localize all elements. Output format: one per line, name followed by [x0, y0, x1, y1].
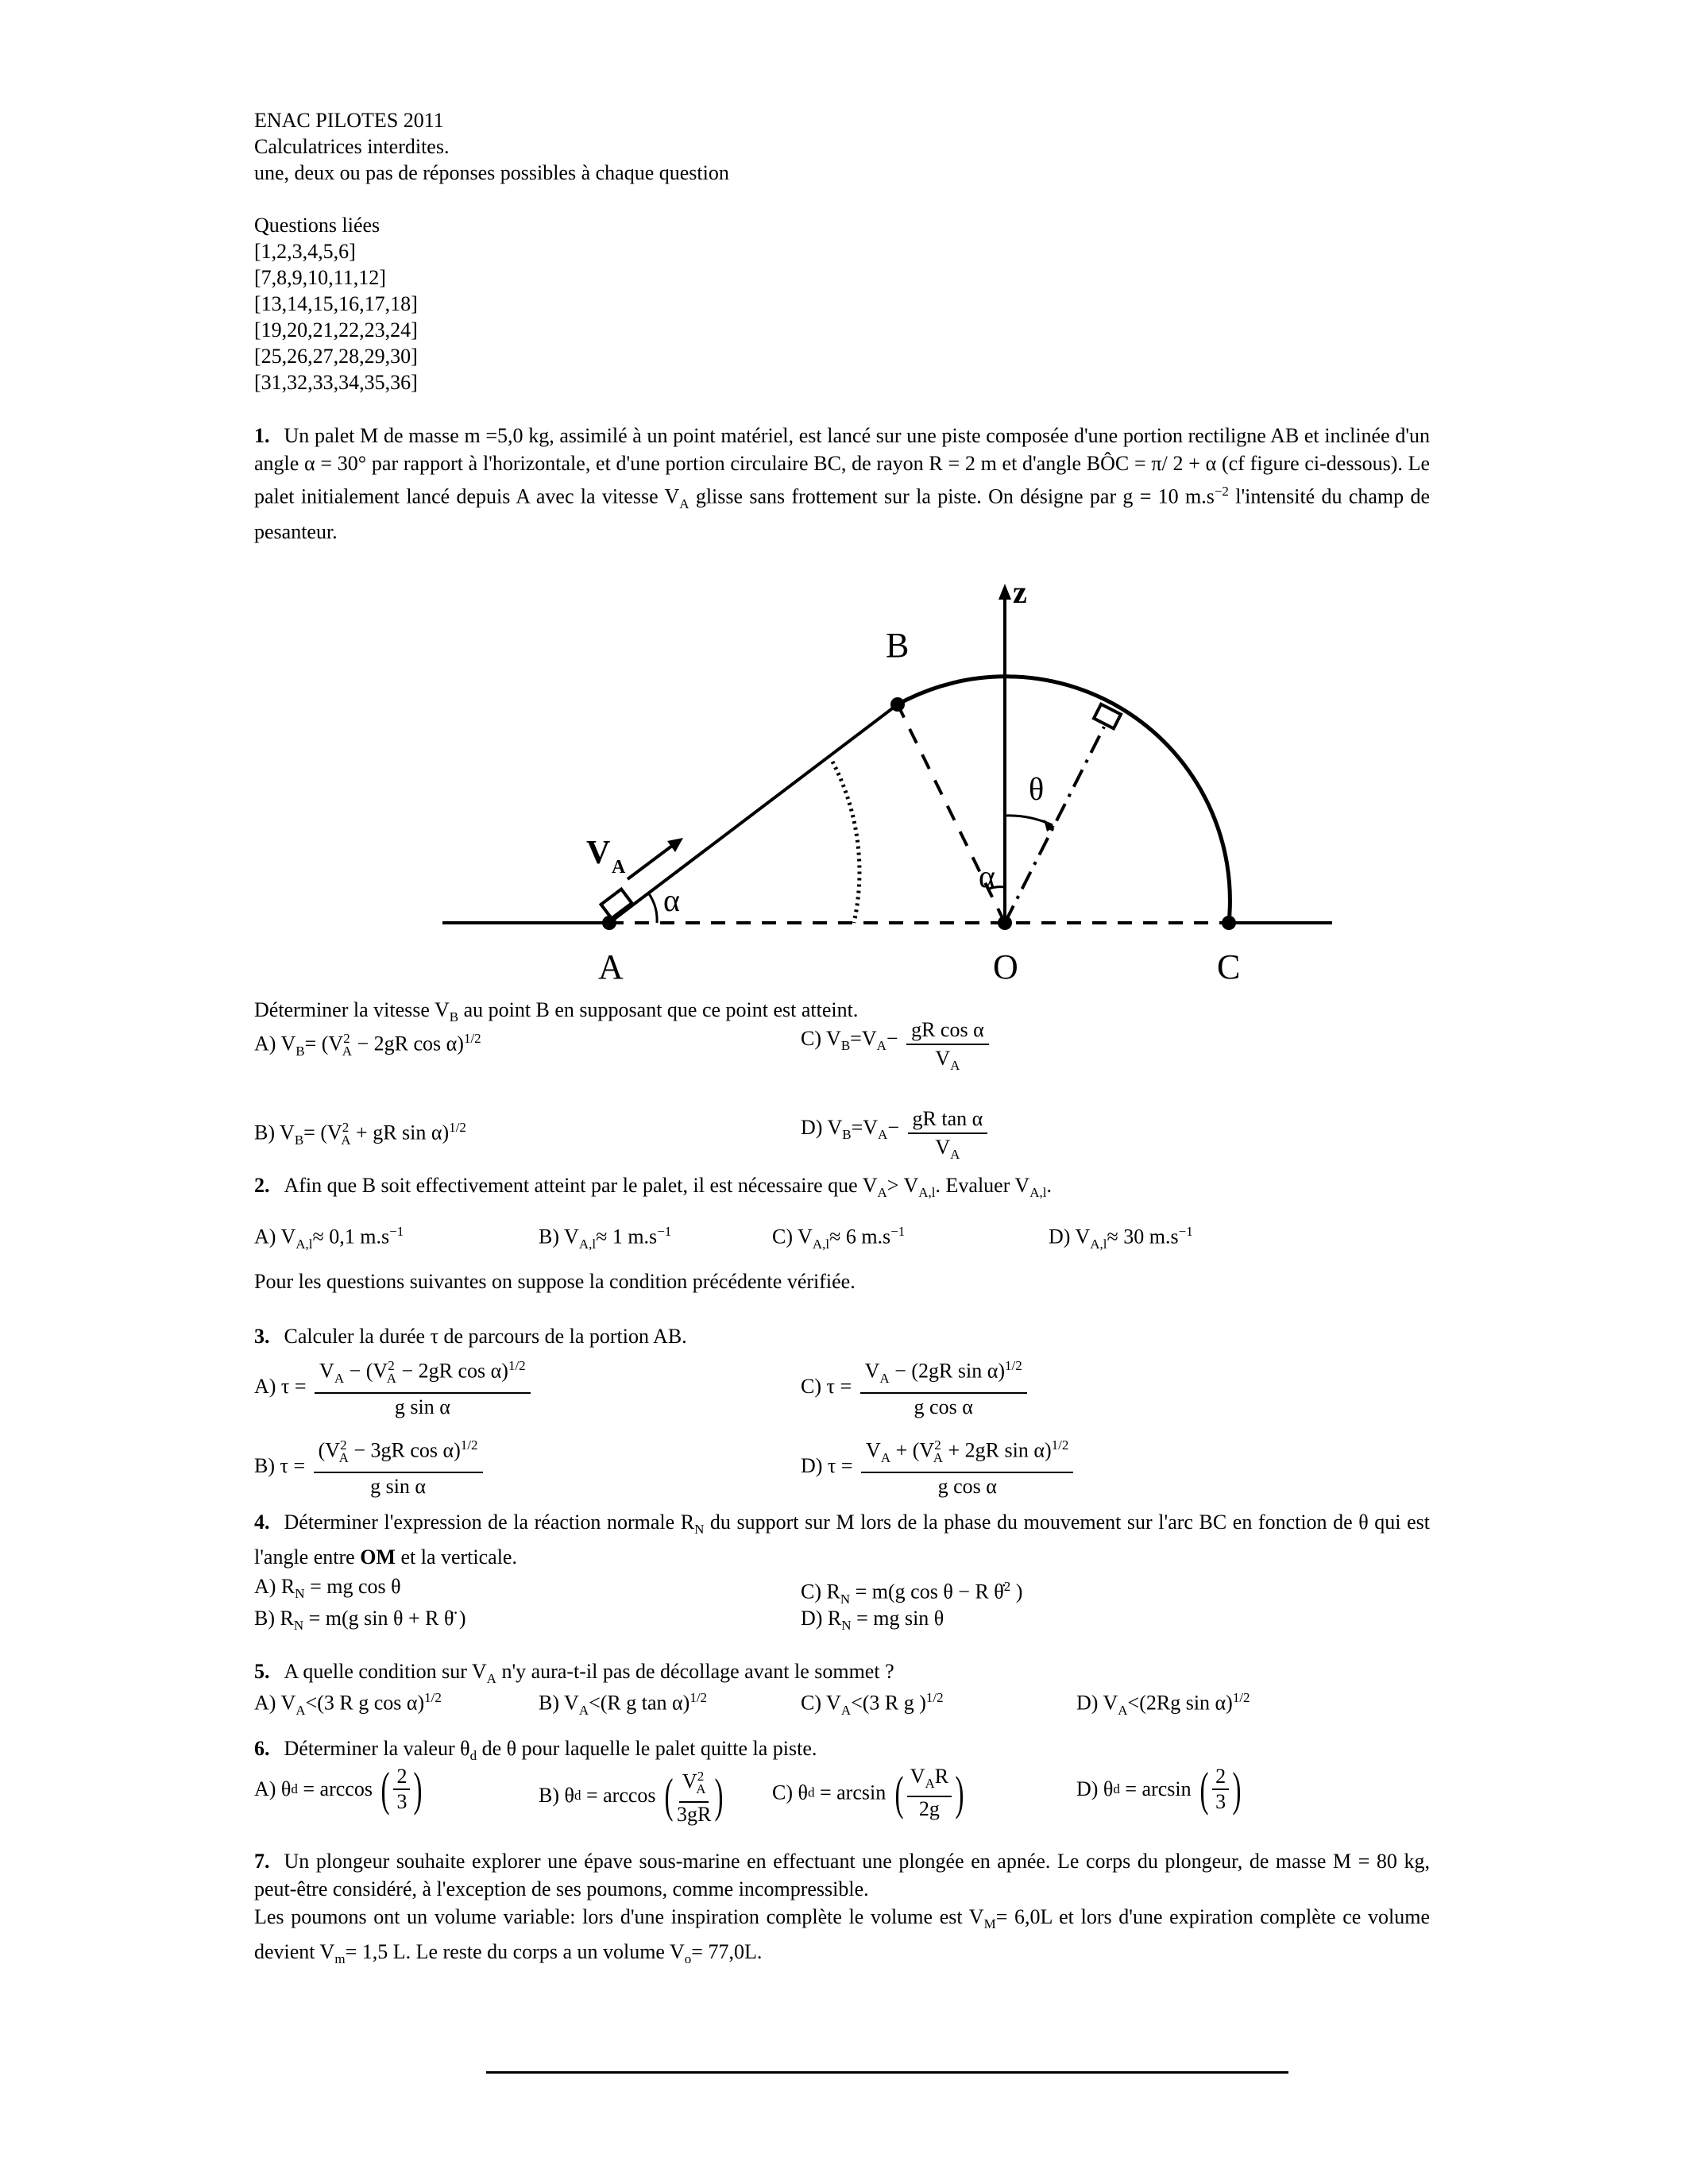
- q5-answer-A[interactable]: A) $V_A<(3$ R g cos α)$^{1/2}$: [254, 1690, 442, 1718]
- question-2-statement: 2. Afin que B soit effectivement atteint par le palet, il est nécessaire que $V_A> V_{A,l}$. Evaluer $V_{A,l}$.: [254, 1173, 1052, 1201]
- q2-answer-B[interactable]: B) $V_{A,l}\approx 1$ $m.s^{-1}$: [539, 1223, 672, 1252]
- label-B: B: [886, 625, 910, 665]
- q3-answer-C[interactable]: C) τ = $\frac{V_A - (2gR \sin \alpha)^{1/2}}{\text{g cos α}}$: [801, 1354, 1030, 1419]
- q4-answers-row-1: [254, 1571, 1430, 1607]
- linked-group: [1,2,3,4,5,6]: [254, 240, 356, 263]
- q3-answer-B[interactable]: B) τ = $\frac{(V^2_A - 3gR \cos \alpha)^{1/2}}{\text{g sin α}}$: [254, 1433, 486, 1499]
- q6-answers: [254, 1761, 1430, 1833]
- radius-OM: [1005, 727, 1104, 923]
- q4-answer-A[interactable]: A) $R_N$ = mg cos θ: [254, 1575, 401, 1602]
- point-A: [602, 916, 616, 930]
- dotted-arc: [832, 762, 859, 923]
- q1-answers-row-1: [254, 1017, 1430, 1090]
- incline-AB: [609, 704, 898, 923]
- linked-group: [25,26,27,28,29,30]: [254, 345, 418, 368]
- question-4-statement: 4. Déterminer l'expression de la réaction normale $R_N$ du support sur M lors de la phase du mouvement sur l'arc BC en fonction de θ qui est l'angle entre OM et la verticale.: [254, 1510, 1430, 1569]
- q1-answer-D[interactable]: D) $V_B=V_A-$ $\frac{\text{gR tan α}}{V_A}$: [801, 1112, 991, 1167]
- question-1-statement: 1. Un palet M de masse m =5,0 kg, assimilé à un point matériel, est lancé sur une piste composée d'une portion rectiligne AB et inclinée d'un angle α = 30° par rapport à l'horizontale, et d'une portion circulaire BC, de rayon R = 2 m et d'angle BÔC = π/ 2 + α (cf figure ci-dessous). Le palet initialement lancé depuis A avec la vitesse $V_A$ glisse sans frottement sur la piste. On désigne par g = 10 $m.s^{-2}$ l'intensité du champ de pesanteur.: [254, 424, 1431, 543]
- instructions-calculators: Calculatrices interdites.: [254, 135, 450, 158]
- label-alpha-O: α: [979, 858, 995, 894]
- alpha-arc-A: [648, 893, 657, 923]
- label-A: A: [598, 947, 624, 986]
- linked-group: [19,20,21,22,23,24]: [254, 318, 418, 341]
- q6-answer-C[interactable]: C) θd = arcsin ( $V_AR$ 2g ): [772, 1765, 964, 1821]
- question-5-statement: 5. A quelle condition sur $V_A$ n'y aura-t-il pas de décollage avant le sommet ?: [254, 1660, 894, 1687]
- q6-answer-A[interactable]: A) θd = arccos ( 2 3 ): [254, 1763, 423, 1816]
- point-O: [998, 916, 1012, 930]
- q4-answer-B[interactable]: B) $R_N = m(g$ sin θ + R θ̈ ): [254, 1607, 466, 1634]
- question-3-statement: 3. Calculer la durée τ de parcours de la portion AB.: [254, 1324, 687, 1348]
- label-VA: V: [586, 834, 611, 871]
- label-theta: θ: [1029, 770, 1045, 807]
- question-6-statement: 6. Déterminer la valeur $\theta_d$ de θ pour laquelle le palet quitte la piste.: [254, 1737, 817, 1764]
- q5-answers: [254, 1684, 1430, 1718]
- linked-group: [13,14,15,16,17,18]: [254, 292, 418, 315]
- linked-group: [7,8,9,10,11,12]: [254, 266, 386, 289]
- point-C: [1222, 916, 1236, 930]
- q1-answers-row-2: [254, 1106, 1430, 1169]
- track-diagram: [254, 546, 1430, 990]
- puck-start: [601, 889, 632, 918]
- q3-answers-row-2: [254, 1429, 1430, 1508]
- exam-title: ENAC PILOTES 2011: [254, 109, 444, 132]
- q5-answer-D[interactable]: D) $V_A<(2Rg$ sin α)$^{1/2}$: [1076, 1690, 1250, 1718]
- q5-answer-B[interactable]: B) $V_A<(R$ g tan α)$^{1/2}$: [539, 1690, 708, 1718]
- question-number: 1.: [254, 424, 270, 447]
- label-O: O: [993, 947, 1018, 986]
- q2-answer-A[interactable]: A) $V_{A,l}\approx 0,1$ $m.s^{-1}$: [254, 1223, 404, 1252]
- section-divider: [486, 2071, 1288, 2074]
- question-7-statement: 7. Un plongeur souhaite explorer une épave sous-marine en effectuant une plongée en apnée. Le corps du plongeur, de masse M = 80 kg, peut-être considéré, à l'exception de ses poumons, comme incompressible. Les poumons ont un volume variable: lors d'une inspiration complète le volume est $V_M= 6,0L$ et lors d'une expiration complète ce volume devient $V_m= 1,5$ L. Le reste du corps a un volume $V_o= 77,0L$.: [254, 1850, 1430, 1967]
- q6-answer-D[interactable]: D) θd = arcsin ( 2 3 ): [1076, 1763, 1242, 1816]
- q4-answer-D[interactable]: D) $R_N$ = mg sin θ: [801, 1607, 944, 1634]
- label-C: C: [1217, 947, 1241, 986]
- q6-answer-B[interactable]: B) θd = arccos ( $V^2_A$ 3gR ): [539, 1765, 727, 1827]
- q4-answer-C[interactable]: C) $R_N = m(g$ cos θ − R θ̇$^2$ ): [801, 1579, 1023, 1607]
- q1-answer-C[interactable]: C) $V_B=V_A-$ $\frac{\text{gR cos α}}{V_A}$: [801, 1023, 992, 1078]
- point-B: [890, 697, 905, 712]
- label-alpha-A: α: [663, 882, 680, 918]
- linked-group: [31,32,33,34,35,36]: [254, 371, 418, 394]
- q3-answer-A[interactable]: A) τ = $\frac{V_A - (V^2_A - 2gR \cos \alpha)^{1/2}}{\text{g sin α}}$: [254, 1354, 534, 1419]
- velocity-arrow-icon: [667, 838, 683, 852]
- q2-answer-D[interactable]: D) $V_{A,l}\approx 30$ $m.s^{-1}$: [1049, 1223, 1193, 1252]
- arc-BC: [898, 677, 1230, 923]
- linked-questions-title: Questions liées: [254, 214, 380, 237]
- q3-answer-D[interactable]: D) τ = $\frac{V_A + (V^2_A + 2gR \sin \alpha)^{1/2}}{\text{g cos α}}$: [801, 1433, 1076, 1499]
- velocity-arrow: [628, 843, 675, 879]
- q2-answers: [254, 1216, 1430, 1252]
- page-content: [254, 107, 1430, 1973]
- assumption-note: Pour les questions suivantes on suppose la condition précédente vérifiée.: [254, 1269, 856, 1293]
- q2-answer-C[interactable]: C) $V_{A,l}\approx 6$ $m.s^{-1}$: [772, 1223, 906, 1252]
- q4-answers-row-2: [254, 1603, 1430, 1634]
- track-figure: [254, 546, 1430, 990]
- question-1-prompt: Déterminer la vitesse $V_B$ au point B en supposant que ce point est atteint.: [254, 997, 859, 1025]
- q1-answer-A[interactable]: A) $V_B= (V^2_A - 2gR$ cos α)$^{1/2}$: [254, 1030, 481, 1059]
- instructions-answers: une, deux ou pas de réponses possibles à chaque question: [254, 161, 729, 184]
- q1-answer-B[interactable]: B) $V_B= (V^2_A$ + gR sin α)$^{1/2}$: [254, 1119, 466, 1148]
- label-z: z: [1013, 573, 1027, 610]
- z-axis-arrow-icon: [999, 584, 1011, 600]
- label-VA-sub: A: [612, 856, 626, 878]
- q5-answer-C[interactable]: C) $V_A<(3$ R g )$^{1/2}$: [801, 1690, 944, 1718]
- q3-answers-row-1: [254, 1349, 1430, 1429]
